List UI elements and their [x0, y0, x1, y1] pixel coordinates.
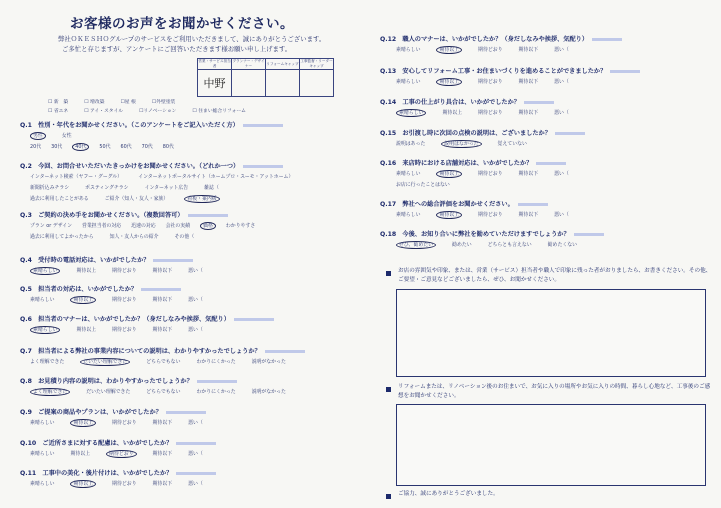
answer-option[interactable]: 悪い（ [188, 268, 203, 274]
highlight-mark [141, 288, 181, 291]
answer-option[interactable]: 20代 [30, 144, 42, 150]
answer-option[interactable]: 説明はあった [396, 141, 426, 147]
option-row [396, 78, 585, 85]
answer-option[interactable]: インターネットポータルサイト（ホームプロ・スーモ・アットホーム） [138, 174, 294, 180]
right-question-13 [380, 66, 640, 75]
answer-option[interactable]: 期待以上 [436, 46, 462, 54]
comment1-prompt: お店の雰囲気や印象、または、営業（サービス）担当者や職人で印象に残った者がおりましたら、お書きください。その他、ご要望・ご意見などございましたら、ぜひ、お聞かせください。 [398, 268, 712, 283]
answer-option[interactable]: ポスティングチラシ [85, 185, 129, 191]
checkbox-item[interactable]: ☐ 省エネ [48, 109, 69, 114]
answer-option[interactable]: 過去に利用してよかったから [30, 234, 94, 240]
right-question-12 [380, 34, 622, 43]
answer-option[interactable]: 素晴らしい [396, 109, 426, 117]
highlight-mark [188, 214, 228, 217]
question-text: Q.6 担当者のマナーは、いかがでしたか？（身だしなみや挨拶、気配り） [20, 316, 230, 323]
question-text: Q.17 弊社への総合評価をお聞かせください。 [380, 201, 514, 208]
answer-option[interactable]: 期待以下 [518, 212, 539, 218]
answer-option[interactable]: 男性 [30, 132, 46, 140]
bullet-icon [386, 271, 391, 276]
answer-option[interactable]: 期待どおり [112, 481, 137, 487]
highlight-mark [592, 38, 622, 41]
answer-option[interactable]: ご紹介（知人・友人・家族） [104, 196, 169, 202]
answer-option[interactable]: どちらでもない [146, 359, 181, 365]
answer-option[interactable]: 勧めたい [452, 242, 472, 248]
question-text: Q.10 ご近所さまに対する配慮は、いかがでしたか？ [20, 440, 173, 447]
answer-option[interactable]: 迅速の対応 [131, 223, 156, 229]
option-row [396, 46, 585, 53]
answer-option[interactable]: 素晴らしい [30, 326, 60, 334]
question-text: Q.3 ご契約の決め手をお聞かせください。（複数回答可） [20, 212, 184, 219]
checkbox-item[interactable]: ☐ 増改築 [84, 100, 105, 105]
answer-option[interactable]: 素晴らしい [30, 297, 55, 303]
answer-option[interactable]: 説明はなかった [441, 140, 481, 148]
left-question-4 [20, 255, 193, 264]
checkbox-item[interactable]: ☐屋 根 [120, 100, 136, 105]
intro-line-2: ご多忙と存じますが、アンケートにご回答いただきます様お願い申し上げます。 [62, 45, 292, 53]
checkbox-row [48, 98, 262, 105]
thanks-text: ご協力、誠にありがとうございました。 [398, 491, 499, 497]
staff-cell[interactable] [266, 70, 300, 97]
left-question-10 [20, 438, 216, 447]
answer-option[interactable]: 期待以上 [436, 211, 462, 219]
left-question-5 [20, 284, 181, 293]
answer-option[interactable]: 期待どおり [478, 212, 503, 218]
option-row [30, 358, 302, 365]
highlight-mark [574, 233, 604, 236]
checkbox-row [48, 107, 262, 114]
question-text: Q.15 お引渡し時に次回の点検の説明は、ございましたか？ [380, 130, 551, 137]
answer-option[interactable]: 50代 [99, 144, 111, 150]
answer-option[interactable]: 知人・友人からの紹介 [109, 234, 159, 240]
option-row [30, 143, 184, 150]
answer-option[interactable]: 期待以下 [152, 481, 173, 487]
answer-option[interactable]: 期待以下 [518, 79, 539, 85]
highlight-mark [176, 442, 216, 445]
answer-option[interactable]: 素晴らしい [396, 79, 421, 85]
option-row [396, 140, 543, 147]
right-question-17 [380, 199, 548, 208]
answer-option[interactable]: 期待以上 [436, 78, 462, 86]
answer-option[interactable]: 新聞折込みチラシ [30, 185, 70, 191]
highlight-mark [555, 132, 585, 135]
left-question-8 [20, 376, 237, 385]
question-text: Q.9 ご提案の商品やプランは、いかがでしたか？ [20, 409, 162, 416]
question-text: Q.1 性別・年代をお聞かせください。（このアンケートをご記入いただく方） [20, 122, 239, 129]
answer-option[interactable]: 会社の実績 [165, 223, 191, 229]
answer-option[interactable]: 悪い（ [188, 297, 203, 303]
answer-option[interactable]: わかりにくかった [196, 389, 236, 395]
option-row [30, 450, 219, 457]
option-row [30, 267, 219, 274]
answer-option[interactable]: 悪い（ [188, 481, 203, 487]
answer-option[interactable]: 女性 [61, 133, 72, 139]
option-row [30, 195, 236, 202]
answer-option[interactable]: 30代 [51, 144, 63, 150]
answer-option[interactable]: 期待どおり [112, 268, 137, 274]
answer-option[interactable]: 素晴らしい [396, 171, 421, 177]
staff-cell[interactable] [232, 70, 266, 97]
highlight-mark [234, 318, 274, 321]
answer-option[interactable]: 期待どおり [112, 327, 137, 333]
answer-option[interactable]: ぜひ、勧めたい [396, 241, 436, 249]
answer-option[interactable]: 悪い（ [188, 420, 203, 426]
highlight-mark [265, 350, 305, 353]
answer-option[interactable]: よく理解できた [30, 388, 70, 396]
highlight-mark [518, 203, 548, 206]
option-row [30, 233, 210, 240]
answer-option[interactable]: 説明がなかった [251, 389, 286, 395]
question-text: Q.4 受付時の電話対応は、いかがでしたか？ [20, 257, 150, 264]
left-question-6 [20, 314, 274, 323]
answer-option[interactable]: 悪い（ [554, 171, 569, 177]
answer-option[interactable]: 期待どおり [112, 420, 137, 426]
answer-option[interactable]: 期待以上 [70, 451, 91, 457]
staff-cell[interactable] [300, 70, 334, 97]
answer-option[interactable]: 素晴らしい [30, 481, 55, 487]
answer-option[interactable]: どちらとも言えない [487, 242, 532, 248]
answer-option[interactable]: どちらでもない [146, 389, 181, 395]
answer-option[interactable]: 悪い（ [188, 451, 203, 457]
question-text: Q.5 担当者の対応は、いかがでしたか？ [20, 286, 138, 293]
answer-option[interactable]: 期待以上 [70, 296, 96, 304]
answer-option[interactable]: 期待どおり [478, 79, 503, 85]
answer-option[interactable]: 期待以下 [152, 327, 173, 333]
question-text: Q.12 職人のマナーは、いかがでしたか？（身だしなみや挨拶、気配り） [380, 36, 589, 43]
right-question-16 [380, 158, 566, 167]
highlight-mark [536, 162, 566, 165]
bullet-icon [386, 494, 391, 499]
checkbox-item[interactable]: ☐外壁塗装 [151, 100, 176, 105]
answer-option[interactable]: 期待どおり [478, 110, 503, 116]
answer-option[interactable]: 期待どおり [478, 171, 503, 177]
answer-option[interactable]: 価格 [200, 222, 216, 230]
intro-line-1: 弊社ＯＫＥＳＨＯグループのサービスをご利用いただきまして、誠にありがとうございます。 [58, 35, 326, 43]
highlight-mark [166, 411, 206, 414]
bullet-icon [386, 387, 391, 392]
work-type-checkboxes [48, 98, 262, 114]
answer-option[interactable]: 悪い（ [188, 327, 203, 333]
checkbox-item[interactable]: ☐ アイ・スタイル [84, 109, 124, 114]
answer-option[interactable]: よく理解できた [30, 359, 65, 365]
left-question-11 [20, 468, 216, 477]
left-question-7 [20, 346, 305, 355]
answer-option[interactable]: 素晴らしい [396, 47, 421, 53]
answer-option[interactable]: だいたい理解できた [86, 389, 131, 395]
highlight-mark [610, 70, 640, 73]
option-row [30, 132, 88, 139]
left-question-2 [20, 161, 283, 170]
answer-option[interactable]: 期待以上 [70, 480, 96, 488]
question-text: Q.11 工事中の美化・後片付けは、いかがでしたか？ [20, 470, 173, 477]
highlight-mark [524, 101, 554, 104]
answer-option[interactable]: 悪い（ [554, 110, 569, 116]
highlight-mark [243, 165, 283, 168]
left-question-1 [20, 120, 283, 129]
answer-option[interactable]: 雑誌（ [204, 185, 219, 191]
staff-header: プランナー・デザイナー [232, 59, 265, 68]
answer-option[interactable]: 素晴らしい [30, 451, 55, 457]
option-row [30, 326, 219, 333]
option-row [30, 419, 219, 426]
highlight-mark [176, 472, 216, 475]
answer-option[interactable]: 覚えていない [497, 141, 527, 147]
comment1-box[interactable] [396, 289, 706, 377]
comment2-prompt: リフォームまたは、リノベーション後のお住まいで、お気に入りの場所やお気に入りの時間、暮らし心地など、工事後のご感想をお聞かせください。 [398, 384, 711, 399]
checkbox-item[interactable]: ☐ 新 築 [48, 100, 69, 105]
answer-option[interactable]: 期待以上 [442, 110, 463, 116]
checkbox-item[interactable]: ☐リノベーション [139, 109, 177, 114]
option-row [30, 184, 235, 191]
answer-option[interactable]: 期待以上 [436, 170, 462, 178]
question-text: Q.18 今後、お知り合いに弊社を勧めていただけますでしょうか？ [380, 231, 570, 238]
answer-option[interactable]: 勧めたくない [547, 242, 578, 248]
intro-text [58, 34, 358, 54]
option-row [396, 170, 585, 177]
answer-option[interactable]: 期待どおり [478, 47, 503, 53]
answer-option[interactable]: 80代 [162, 144, 174, 150]
answer-option[interactable]: 期待どおり [112, 297, 137, 303]
page-title: お客様のお声をお聞かせください。 [70, 16, 294, 32]
staff-header: 営業・サービス担当者 [198, 59, 231, 68]
option-row [396, 241, 593, 248]
answer-option[interactable]: わかりにくかった [196, 359, 236, 365]
comment2-box[interactable] [396, 404, 706, 486]
option-row [30, 296, 219, 303]
answer-option[interactable]: 期待以下 [152, 420, 173, 426]
answer-option[interactable]: 期待以下 [518, 47, 539, 53]
answer-option[interactable]: 悪い（ [554, 79, 569, 85]
option-row [396, 109, 585, 116]
answer-option[interactable]: 素晴らしい [30, 267, 60, 275]
answer-option[interactable]: 悪い（ [554, 47, 569, 53]
signature-text: 中野 [203, 77, 226, 90]
highlight-mark [243, 124, 283, 127]
answer-option[interactable]: 素晴らしい [30, 420, 55, 426]
highlight-mark [197, 380, 237, 383]
answer-option[interactable]: 期待どおり [106, 450, 136, 458]
staff-signature[interactable] [198, 70, 232, 97]
option-row [30, 480, 219, 487]
answer-option[interactable]: プラン or デザイン [30, 223, 73, 229]
left-question-3 [20, 210, 228, 219]
left-question-9 [20, 407, 206, 416]
answer-option[interactable]: 期待以上 [70, 419, 96, 427]
answer-option[interactable]: 説明がなかった [251, 359, 286, 365]
question-text: Q.14 工事の仕上がり具合は、いかがでしたか？ [380, 99, 520, 106]
question-text: Q.8 お見積り内容の説明は、わかりやすかったでしょうか？ [20, 378, 193, 385]
answer-option[interactable]: わかりやすさ [225, 223, 256, 229]
staff-stamp-table [197, 58, 334, 97]
answer-option[interactable]: 60代 [120, 144, 132, 150]
answer-option[interactable]: 看板・案内板 [184, 195, 219, 203]
answer-option-extra[interactable]: お店に行ったことはない [396, 182, 450, 188]
answer-option[interactable]: 期待以下 [152, 297, 173, 303]
answer-option[interactable]: その他（ [174, 234, 195, 240]
option-row [30, 222, 265, 229]
answer-option[interactable]: 過去に利用したことがある [30, 196, 89, 202]
answer-option[interactable]: 期待以上 [76, 268, 97, 274]
answer-option[interactable]: だいたい理解できた [80, 358, 130, 366]
answer-option[interactable]: 素晴らしい [396, 212, 421, 218]
answer-option[interactable]: 期待以下 [152, 451, 173, 457]
answer-option[interactable]: 営業担当者の対応 [82, 223, 122, 229]
question-text: Q.13 安心してリフォーム工事・お住まいづくりを進めることができましたか？ [380, 68, 607, 75]
answer-option[interactable]: 悪い（ [554, 212, 569, 218]
option-row [30, 173, 309, 180]
right-question-15 [380, 128, 585, 137]
question-text: Q.2 今回、お問合せいただいたきっかけをお聞かせください。（どれか一つ） [20, 163, 240, 170]
staff-header: 工事監督・リーダーキャップ [300, 59, 333, 68]
answer-option[interactable]: 期待以下 [518, 171, 539, 177]
question-text: Q.16 来店時における店舗対応は、いかがでしたか？ [380, 160, 533, 167]
right-question-14 [380, 97, 554, 106]
answer-option[interactable]: インターネット検索（ヤフー・グーグル） [30, 174, 123, 180]
answer-option[interactable]: 70代 [141, 144, 153, 150]
answer-option[interactable]: 期待以下 [152, 268, 173, 274]
answer-option[interactable]: 期待以下 [518, 110, 539, 116]
option-row [30, 388, 302, 395]
answer-option[interactable]: インターネット広告 [144, 185, 189, 191]
checkbox-item[interactable]: ☐ 住まい総合リフォーム [192, 109, 246, 114]
question-text: Q.7 担当者による弊社の事業内容についての説明は、わかりやすかったでしょうか？ [20, 348, 261, 355]
option-row [396, 211, 585, 218]
answer-option[interactable]: 期待以上 [76, 327, 97, 333]
right-question-18 [380, 229, 604, 238]
staff-header: リフォームキャップ [266, 59, 300, 70]
highlight-mark [153, 259, 193, 262]
answer-option[interactable]: 40代 [72, 143, 89, 151]
